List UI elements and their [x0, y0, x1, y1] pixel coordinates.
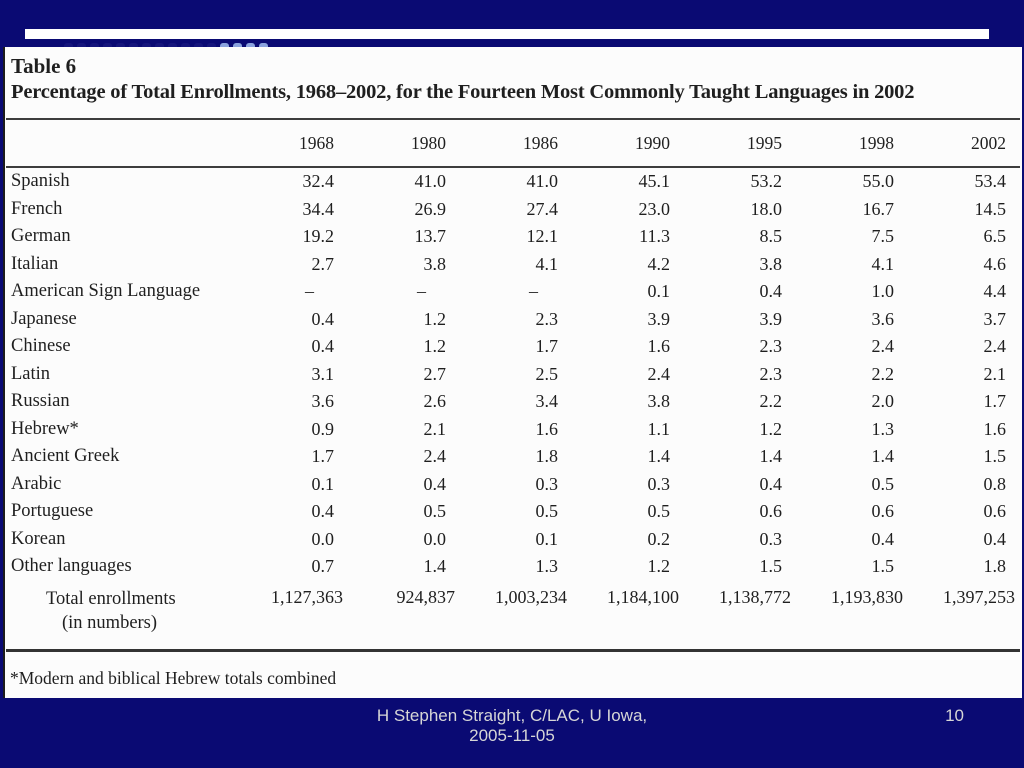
total-row	[6, 581, 1020, 651]
language-cell: Japanese	[11, 308, 77, 329]
value-cell: 3.9	[647, 308, 670, 329]
value-cell: 1.7	[983, 391, 1006, 412]
value-cell: 2.6	[423, 391, 446, 412]
total-label: Total enrollments	[46, 588, 176, 609]
value-cell: 0.0	[311, 528, 334, 549]
header-row	[6, 119, 1020, 167]
table-body	[6, 167, 1020, 650]
language-cell: Chinese	[11, 336, 71, 357]
value-cell: 1.7	[311, 446, 334, 467]
language-cell: Russian	[11, 391, 70, 412]
footer-credit-line1: H Stephen Straight, C/LAC, U Iowa,	[376, 706, 648, 725]
value-cell: 53.2	[750, 171, 782, 192]
value-cell: 4.4	[983, 281, 1006, 302]
value-cell: 2.2	[759, 391, 782, 412]
language-cell: Ancient Greek	[11, 446, 120, 467]
scanned-table-panel	[3, 47, 1022, 698]
value-cell: 0.4	[311, 501, 334, 522]
total-label-cell	[6, 581, 236, 651]
total-value-cell: 1,193,830	[796, 581, 908, 651]
header-year-cell: 1968	[236, 119, 348, 167]
value-cell: –	[529, 281, 538, 302]
value-cell: 3.8	[759, 253, 782, 274]
value-cell: 16.7	[862, 198, 894, 219]
value-cell: 0.7	[311, 556, 334, 577]
value-cell: –	[305, 281, 314, 302]
value-cell: 0.1	[647, 281, 670, 302]
value-cell: 55.0	[862, 171, 894, 192]
value-cell: 3.8	[647, 391, 670, 412]
value-cell: 0.5	[871, 473, 894, 494]
value-cell: 26.9	[414, 198, 446, 219]
value-cell: 1.1	[647, 418, 670, 439]
value-cell: 0.8	[983, 473, 1006, 494]
value-cell: 41.0	[414, 171, 446, 192]
value-cell: 1.2	[647, 556, 670, 577]
table-footnote: *Modern and biblical Hebrew totals combined	[10, 667, 337, 688]
value-cell: 2.5	[535, 363, 558, 384]
table-row	[6, 361, 1020, 389]
table-row	[6, 416, 1020, 444]
value-cell: 23.0	[638, 198, 670, 219]
value-cell: 1.3	[871, 418, 894, 439]
value-cell: 0.6	[759, 501, 782, 522]
table-row	[6, 251, 1020, 279]
value-cell: 8.5	[759, 226, 782, 247]
value-cell: 2.7	[311, 253, 334, 274]
value-cell: 3.6	[311, 391, 334, 412]
value-cell: 7.5	[871, 226, 894, 247]
value-cell: 4.1	[535, 253, 558, 274]
total-value-cell: 1,127,363	[236, 581, 348, 651]
value-cell: 2.3	[535, 308, 558, 329]
value-cell: 0.3	[647, 473, 670, 494]
table-row	[6, 471, 1020, 499]
value-cell: 2.1	[423, 418, 446, 439]
value-cell: 1.4	[871, 446, 894, 467]
value-cell: 2.4	[647, 363, 670, 384]
total-value-cell: 1,003,234	[460, 581, 572, 651]
total-sublabel: (in numbers)	[62, 612, 158, 633]
header-year-cell: 1986	[460, 119, 572, 167]
value-cell: 2.2	[871, 363, 894, 384]
value-cell: 0.4	[423, 473, 446, 494]
table-row	[6, 443, 1020, 471]
value-cell: 1.3	[535, 556, 558, 577]
value-cell: 18.0	[750, 198, 782, 219]
top-accent-bar	[25, 29, 989, 39]
value-cell: 6.5	[983, 226, 1006, 247]
header-year-cell: 1998	[796, 119, 908, 167]
value-cell: 1.5	[759, 556, 782, 577]
value-cell: 3.6	[871, 308, 894, 329]
value-cell: 0.2	[647, 528, 670, 549]
value-cell: 1.7	[535, 336, 558, 357]
language-cell: Latin	[11, 363, 51, 384]
value-cell: 0.4	[983, 528, 1006, 549]
table-row	[6, 526, 1020, 554]
value-cell: 1.4	[759, 446, 782, 467]
value-cell: 0.4	[311, 308, 334, 329]
language-cell: Korean	[11, 528, 66, 549]
value-cell: 1.5	[871, 556, 894, 577]
value-cell: 2.4	[983, 336, 1006, 357]
value-cell: 0.1	[311, 473, 334, 494]
value-cell: 3.1	[311, 363, 334, 384]
value-cell: 2.1	[983, 363, 1006, 384]
value-cell: 11.3	[639, 226, 670, 247]
value-cell: 32.4	[302, 171, 334, 192]
value-cell: 3.8	[423, 253, 446, 274]
header-year-cell: 2002	[908, 119, 1020, 167]
value-cell: 13.7	[414, 226, 446, 247]
language-cell: Arabic	[11, 473, 62, 494]
value-cell: 1.2	[423, 308, 446, 329]
value-cell: 27.4	[526, 198, 558, 219]
value-cell: 3.7	[983, 308, 1006, 329]
enrollment-table	[6, 118, 1020, 652]
value-cell: 0.4	[759, 281, 782, 302]
language-cell: Spanish	[11, 171, 70, 192]
language-cell: Italian	[11, 253, 59, 274]
footer-bar	[0, 698, 1024, 768]
value-cell: 12.1	[526, 226, 558, 247]
table-header	[6, 119, 1020, 167]
table-row	[6, 306, 1020, 334]
value-cell: 1.6	[647, 336, 670, 357]
table-label: Table 6	[11, 54, 77, 78]
total-value-cell: 1,138,772	[684, 581, 796, 651]
table-row	[6, 553, 1020, 581]
header-year-cell: 1995	[684, 119, 796, 167]
table-row	[6, 167, 1020, 196]
header-year-cell: 1980	[348, 119, 460, 167]
table-row	[6, 498, 1020, 526]
value-cell: 1.8	[535, 446, 558, 467]
table-row	[6, 196, 1020, 224]
value-cell: 19.2	[302, 226, 334, 247]
total-value-cell: 1,397,253	[908, 581, 1020, 651]
value-cell: 0.9	[311, 418, 334, 439]
table-row	[6, 333, 1020, 361]
value-cell: 1.4	[647, 446, 670, 467]
value-cell: 0.5	[535, 501, 558, 522]
value-cell: 34.4	[302, 198, 334, 219]
value-cell: 0.1	[535, 528, 558, 549]
value-cell: 2.4	[423, 446, 446, 467]
language-cell: French	[11, 198, 63, 219]
table-row	[6, 388, 1020, 416]
value-cell: 41.0	[526, 171, 558, 192]
value-cell: 1.5	[983, 446, 1006, 467]
language-cell: Hebrew*	[11, 418, 79, 439]
value-cell: 2.0	[871, 391, 894, 412]
value-cell: 0.6	[871, 501, 894, 522]
value-cell: 2.7	[423, 363, 446, 384]
language-cell: Portuguese	[11, 501, 94, 522]
total-value-cell: 1,184,100	[572, 581, 684, 651]
value-cell: 45.1	[638, 171, 670, 192]
value-cell: 1.8	[983, 556, 1006, 577]
value-cell: –	[417, 281, 426, 302]
table-title: Percentage of Total Enrollments, 1968–2002, for the Fourteen Most Commonly Taught Languages in 2002	[11, 81, 915, 103]
value-cell: 4.1	[871, 253, 894, 274]
value-cell: 1.0	[871, 281, 894, 302]
value-cell: 0.5	[647, 501, 670, 522]
value-cell: 3.4	[535, 391, 558, 412]
value-cell: 0.5	[423, 501, 446, 522]
value-cell: 4.6	[983, 253, 1006, 274]
value-cell: 0.6	[983, 501, 1006, 522]
footer-credit-line2: 2005-11-05	[469, 726, 555, 745]
footer-credit	[0, 698, 1024, 746]
language-cell: Other languages	[11, 556, 132, 577]
total-value-cell: 924,837	[348, 581, 460, 651]
slide-page-number: 10	[945, 706, 964, 725]
value-cell: 0.3	[759, 528, 782, 549]
value-cell: 1.4	[423, 556, 446, 577]
table-row	[6, 223, 1020, 251]
header-language-cell	[6, 119, 236, 167]
value-cell: 0.4	[311, 336, 334, 357]
value-cell: 1.6	[535, 418, 558, 439]
value-cell: 4.2	[647, 253, 670, 274]
value-cell: 3.9	[759, 308, 782, 329]
language-cell: German	[11, 226, 71, 247]
value-cell: 53.4	[974, 171, 1006, 192]
value-cell: 0.0	[423, 528, 446, 549]
language-cell: American Sign Language	[11, 281, 201, 302]
value-cell: 2.3	[759, 363, 782, 384]
value-cell: 2.3	[759, 336, 782, 357]
value-cell: 0.4	[759, 473, 782, 494]
value-cell: 14.5	[974, 198, 1006, 219]
value-cell: 1.6	[983, 418, 1006, 439]
value-cell: 0.4	[871, 528, 894, 549]
value-cell: 1.2	[759, 418, 782, 439]
header-year-cell: 1990	[572, 119, 684, 167]
value-cell: 1.2	[423, 336, 446, 357]
value-cell: 0.3	[535, 473, 558, 494]
table-row	[6, 278, 1020, 306]
value-cell: 2.4	[871, 336, 894, 357]
